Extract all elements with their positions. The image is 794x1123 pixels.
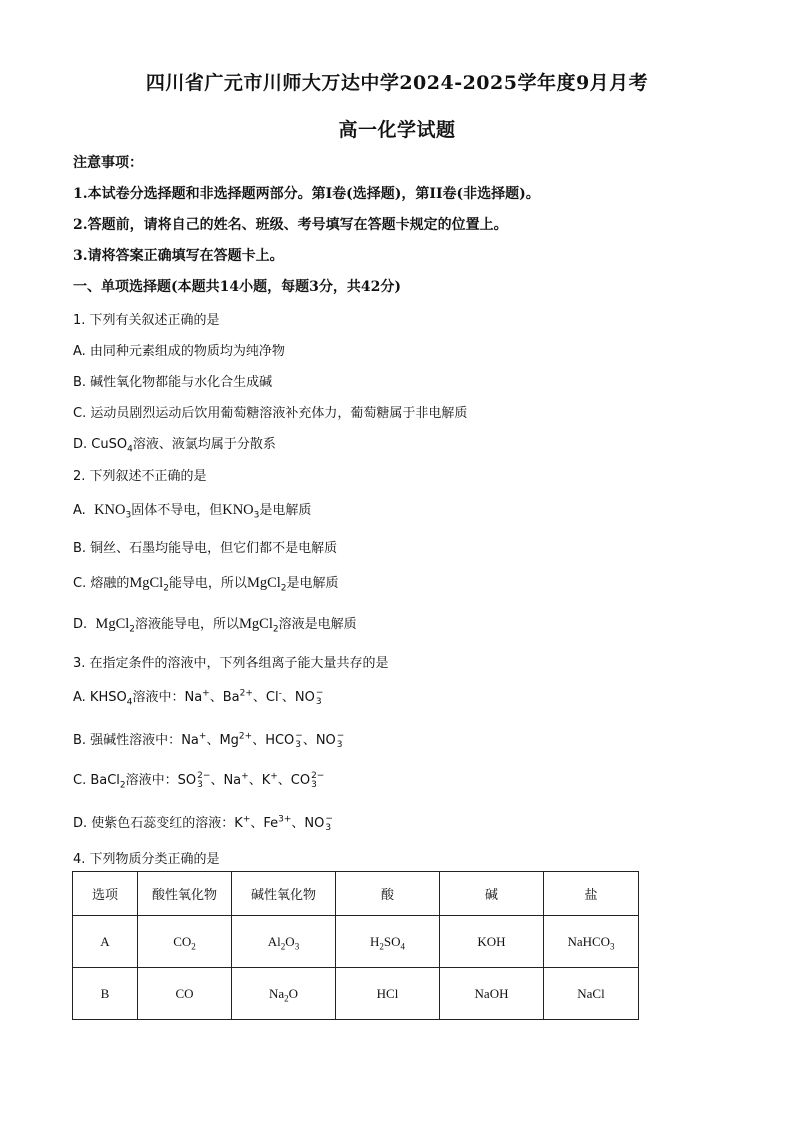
q3-b-ion-3: 、HCO xyxy=(252,733,295,748)
cell-text: CO xyxy=(173,933,192,949)
q1-option-c: C. 运动员剧烈运动后饮用葡萄糖溶液补充体力，葡萄糖属于非电解质 xyxy=(73,406,468,421)
cell-sub: 3 xyxy=(294,941,300,952)
cell-text: SO xyxy=(383,933,401,949)
q3-a-ion-4: 、NO xyxy=(281,690,315,705)
table-header-cell: 盐 xyxy=(544,872,639,916)
q3-option-c xyxy=(73,769,324,790)
q3-b-ion-4-charge: − xyxy=(336,730,345,741)
q2-c-sub-2: 2 xyxy=(280,583,287,594)
cell-text: Na xyxy=(268,985,285,1001)
cell-text: HCl xyxy=(376,985,399,1001)
cell-sub: 3 xyxy=(610,941,615,952)
q1-d-formula: D. CuSO xyxy=(73,437,128,452)
q2-option-d xyxy=(73,613,357,633)
q3-b-ion-3-charge: − xyxy=(295,730,303,741)
cell-text: B xyxy=(100,985,110,1001)
table-cell xyxy=(544,916,639,968)
q1-d-text: 溶液、液氯均属于分散系 xyxy=(132,437,276,452)
table-cell xyxy=(544,968,639,1020)
q3-a-ion-2-charge: 2+ xyxy=(239,688,253,699)
q2-a-label: A. xyxy=(73,503,86,518)
q3-c-ion-3: 、K xyxy=(248,773,271,788)
q1-option-b: B. 碱性氧化物都能与水化合生成碱 xyxy=(73,375,273,390)
cell-sub: 2 xyxy=(379,941,384,952)
q3-a-ion-3-charge: - xyxy=(278,688,282,699)
q2-a-formula-2: KNO xyxy=(222,502,254,518)
table-header-cell: 碱性氧化物 xyxy=(232,872,336,916)
q3-c-label: C. BaCl xyxy=(73,773,120,788)
q3-option-b xyxy=(73,729,344,750)
q3-d-label: D. 使紫色石蕊变红的溶液： xyxy=(73,816,235,831)
table-header-cell: 酸 xyxy=(336,872,440,916)
table-cell xyxy=(440,916,544,968)
q3-d-ion-3-script xyxy=(325,815,333,833)
cell-text: NaCl xyxy=(577,985,605,1001)
q2-option-b: B. 铜丝、石墨均能导电，但它们都不是电解质 xyxy=(73,541,338,556)
q3-c-ion-4: 、CO xyxy=(277,773,311,788)
q3-d-ion-3: 、NO xyxy=(291,816,325,831)
q3-b-ion-1: Na xyxy=(181,733,199,748)
table-cell xyxy=(336,916,440,968)
q3-a-ion-4-script xyxy=(316,689,324,707)
q3-option-d xyxy=(73,812,333,833)
cell-text: H xyxy=(369,933,380,949)
q3-a-label: A. KHSO xyxy=(73,690,127,705)
q2-option-c xyxy=(73,572,339,592)
q3-c-ion-2: 、Na xyxy=(210,773,242,788)
cell-sub: 2 xyxy=(191,941,196,952)
q2-d-sub-1: 2 xyxy=(129,624,135,635)
q3-d-ion-3-sub: 3 xyxy=(325,822,332,833)
q1-option-d xyxy=(73,433,276,455)
q3-c-ion-2-charge: + xyxy=(241,771,249,782)
exam-subtitle: 高一化学试题 xyxy=(338,119,456,141)
table-header-row xyxy=(73,872,639,916)
q2-c-mid: 能导电，所以 xyxy=(168,576,247,591)
q3-a-ion-3: 、Cl xyxy=(252,690,279,705)
table-cell xyxy=(232,916,336,968)
classification-table xyxy=(72,871,639,1020)
cell-text: KOH xyxy=(477,933,506,949)
q2-a-end: 是电解质 xyxy=(259,503,312,518)
q3-d-ion-2: 、Fe xyxy=(250,816,279,831)
q3-b-ion-4-script xyxy=(337,732,345,750)
table-row xyxy=(73,968,639,1020)
q3-c-ion-1-charge: 2− xyxy=(197,770,211,781)
cell-sub: 4 xyxy=(400,941,405,952)
table-row xyxy=(73,916,639,968)
q3-d-ion-3-charge: − xyxy=(325,813,333,824)
notice-item-2: 2.答题前，请将自己的姓名、班级、考号填写在答题卡规定的位置上。 xyxy=(73,217,508,233)
cell-sub: 2 xyxy=(280,941,286,952)
q2-d-end: 溶液是电解质 xyxy=(278,617,357,632)
q1-option-a: A. 由同种元素组成的物质均为纯净物 xyxy=(73,344,285,359)
q3-c-cond: 溶液中： xyxy=(125,773,178,788)
q3-c-label-sub: 2 xyxy=(119,780,126,791)
table-cell xyxy=(336,968,440,1020)
q2-d-sub-2: 2 xyxy=(272,624,279,635)
notice-item-1: 1.本试卷分选择题和非选择题两部分。第I卷(选择题)，第II卷(非选择题)。 xyxy=(73,186,540,202)
table-cell xyxy=(73,916,138,968)
cell-text: O xyxy=(285,933,295,949)
q3-a-ion-1: Na xyxy=(184,690,203,705)
table-cell xyxy=(138,968,232,1020)
cell-text: NaHCO xyxy=(567,933,611,949)
q2-c-end: 是电解质 xyxy=(286,576,339,591)
q2-a-mid: 固体不导电，但 xyxy=(131,503,223,518)
table-cell xyxy=(73,968,138,1020)
table-cell xyxy=(440,968,544,1020)
q3-c-ion-4-charge: 2− xyxy=(311,770,325,781)
q3-b-ion-4-sub: 3 xyxy=(336,739,343,750)
q2-option-a xyxy=(73,499,311,519)
q4-stem: 4. 下列物质分类正确的是 xyxy=(73,852,220,867)
q3-a-cond: 溶液中： xyxy=(132,690,185,705)
q2-d-formula-2: MgCl xyxy=(239,616,273,632)
q3-c-ion-4-script xyxy=(311,772,324,790)
q3-c-ion-3-charge: + xyxy=(270,771,278,782)
q1-stem: 1. 下列有关叙述正确的是 xyxy=(73,313,220,328)
q1-d-sub: 4 xyxy=(127,444,133,455)
table-cell xyxy=(138,916,232,968)
q3-c-ion-1-sub: 3 xyxy=(197,779,203,790)
q3-stem: 3. 在指定条件的溶液中，下列各组离子能大量共存的是 xyxy=(73,656,389,671)
cell-sub: 2 xyxy=(284,993,289,1004)
q3-b-label: B. 强碱性溶液中： xyxy=(73,733,182,748)
q2-c-sub-1: 2 xyxy=(163,583,169,594)
q3-b-ion-1-charge: + xyxy=(198,731,207,742)
q2-d-label: D. xyxy=(73,617,88,632)
q3-option-a xyxy=(73,686,323,707)
q3-b-ion-3-script xyxy=(295,732,303,750)
q3-b-ion-3-sub: 3 xyxy=(295,739,302,750)
exam-title: 四川省广元市川师大万达中学2024-2025学年度9月月考 xyxy=(145,72,649,94)
q3-a-ion-1-charge: + xyxy=(202,688,210,699)
notice-item-3: 3.请将答案正确填写在答题卡上。 xyxy=(73,248,284,264)
q3-d-ion-2-charge: 3+ xyxy=(278,814,292,825)
cell-text: A xyxy=(100,933,110,949)
q3-a-ion-4-charge: − xyxy=(315,687,324,698)
q3-c-ion-4-sub: 3 xyxy=(311,779,317,790)
q2-a-sub-1: 3 xyxy=(125,510,132,521)
notice-heading: 注意事项： xyxy=(73,155,143,171)
q2-c-formula-2: MgCl xyxy=(246,575,281,591)
q3-d-ion-1: K xyxy=(234,816,243,831)
q3-c-ion-1: SO xyxy=(177,773,197,788)
q2-a-formula-1: KNO xyxy=(94,502,126,518)
q2-a-sub-2: 3 xyxy=(253,510,260,521)
table-header-cell: 选项 xyxy=(73,872,138,916)
section-heading: 一、单项选择题(本题共14小题，每题3分，共42分) xyxy=(73,279,401,295)
table-header-cell: 碱 xyxy=(440,872,544,916)
q2-c-label: C. 熔融的 xyxy=(73,576,130,591)
cell-text: O xyxy=(288,985,299,1001)
cell-text: NaOH xyxy=(474,985,509,1001)
q3-d-ion-1-charge: + xyxy=(242,814,251,825)
q2-d-mid: 溶液能导电，所以 xyxy=(135,617,240,632)
cell-text: CO xyxy=(175,985,194,1001)
q2-d-formula-1: MgCl xyxy=(95,616,130,632)
cell-text: Al xyxy=(267,933,281,949)
q3-c-ion-1-script xyxy=(197,772,210,790)
table-header-cell: 酸性氧化物 xyxy=(138,872,232,916)
q3-a-ion-2: 、Ba xyxy=(209,690,240,705)
q2-stem: 2. 下列叙述不正确的是 xyxy=(73,469,207,484)
q3-b-ion-2-charge: 2+ xyxy=(238,731,253,742)
q2-c-formula-1: MgCl xyxy=(129,575,164,591)
table-cell xyxy=(232,968,336,1020)
q3-a-label-sub: 4 xyxy=(126,697,133,708)
q3-b-ion-4: 、NO xyxy=(302,733,336,748)
q3-a-ion-4-sub: 3 xyxy=(315,696,322,707)
q3-b-ion-2: 、Mg xyxy=(206,733,239,748)
